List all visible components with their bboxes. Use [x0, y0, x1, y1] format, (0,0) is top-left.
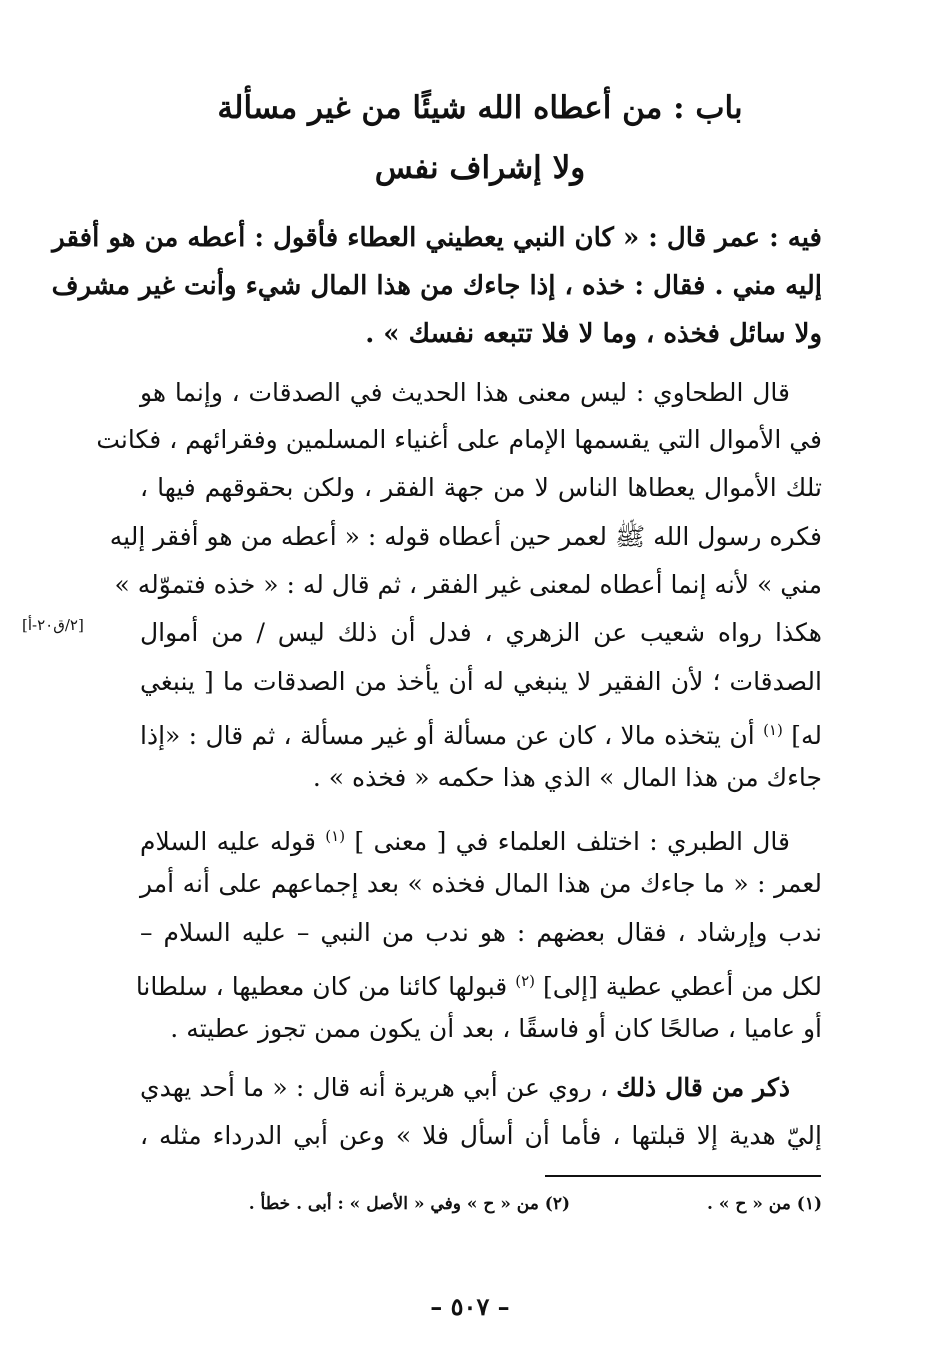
footnote-separator: [545, 1175, 821, 1177]
tahawi-line-4: فكره رسول الله ﷺ لعمر حين أعطاه قوله : « أعطه من هو أفقر إليه: [109, 522, 822, 551]
dhikr-line-2: إليّ هدية إلا قبلتها ، فأما أن أسأل فلا » وعن أبي الدرداء مثله ،: [140, 1121, 822, 1150]
chapter-title-line-2: ولا إشراف نفس: [374, 150, 586, 186]
tahawi-line-9: جاءك من هذا المال » الذي هذا حكمه « فخذه » .: [312, 763, 822, 792]
tahawi-line-8-rest: أن يتخذه مالا ، كان عن مسألة أو غير مسألة ، ثم قال : «إذا: [140, 721, 755, 750]
margin-manuscript-reference: [٢/ق٢٠-أ]: [22, 616, 84, 634]
hadith-line-3: ولا سائل فخذه ، وما لا فلا تتبعه نفسك » .: [365, 319, 822, 349]
footnote-1: (١) من « ح » .: [706, 1194, 822, 1214]
tabari-line-4-start: لكل من أعطي عطية [إلى]: [542, 972, 822, 1001]
tabari-line-2: لعمر : « ما جاءك من هذا المال فخذه » بعد إجماعهم على أنه أمر: [140, 869, 822, 898]
chapter-title-line-1: باب : من أعطاه الله شيئًا من غير مسألة: [217, 90, 743, 126]
footnote-marker-1: (١): [763, 721, 783, 739]
dhikr-heading: ذكر من قال ذلك: [616, 1073, 790, 1102]
tabari-line-5: أو عاميا ، صالحًا كان أو فاسقًا ، بعد أن يكون ممن تجوز عطيته .: [170, 1014, 822, 1043]
footnote-marker-1-repeat: (١): [325, 827, 346, 845]
tahawi-line-8-start: له]: [791, 721, 822, 750]
tabari-line-1: [140, 814, 790, 858]
tabari-line-1-rest: قوله عليه السلام: [140, 827, 316, 856]
dhikr-line-1: [140, 1066, 790, 1110]
tabari-line-1-start: قال الطبري : اختلف العلماء في [ معنى ]: [354, 827, 791, 856]
tabari-line-3: ندب وإرشاد ، فقال بعضهم : هو ندب من النبي – عليه السلام –: [140, 918, 822, 947]
footnote-2: (٢) من « ح » وفي « الأصل » : أبى . خطأ .: [248, 1194, 570, 1214]
footnote-marker-2: (٢): [515, 972, 535, 990]
tabari-line-4: [135, 959, 822, 1003]
tahawi-line-6: هكذا رواه شعيب عن الزهري ، فدل أن ذلك ليس / من أموال: [140, 618, 822, 647]
tahawi-line-7: الصدقات ؛ لأن الفقير لا ينبغي له أن يأخذ من الصدقات ما [ ينبغي: [140, 667, 822, 696]
hadith-line-1: فيه : عمر قال : « كان النبي يعطيني العطاء فأقول : أعطه من هو أفقر: [52, 223, 822, 253]
page-number: – ٥٠٧ –: [430, 1292, 510, 1321]
dhikr-line-1-rest: ، روي عن أبي هريرة أنه قال : « ما أحد يهدي: [140, 1073, 609, 1102]
tahawi-line-2: في الأموال التي يقسمها الإمام على أغنياء المسلمين وفقرائهم ، فكانت: [96, 425, 822, 454]
tahawi-line-1: قال الطحاوي : ليس معنى هذا الحديث في الصدقات ، وإنما هو: [140, 378, 790, 407]
tahawi-line-3: تلك الأموال يعطاها الناس لا من جهة الفقر ، ولكن بحقوقهم فيها ،: [140, 473, 822, 502]
tabari-line-4-rest: قبولها كائنا من كان معطيها ، سلطانا: [135, 972, 508, 1001]
hadith-line-2: إليه مني . فقال : خذه ، إذا جاءك من هذا المال شيء وأنت غير مشرف: [51, 271, 822, 301]
tahawi-line-5: مني » لأنه إنما أعطاه لمعنى غير الفقر ، ثم قال له : « خذه فتموّله »: [114, 570, 822, 599]
tahawi-line-8: [140, 708, 822, 752]
